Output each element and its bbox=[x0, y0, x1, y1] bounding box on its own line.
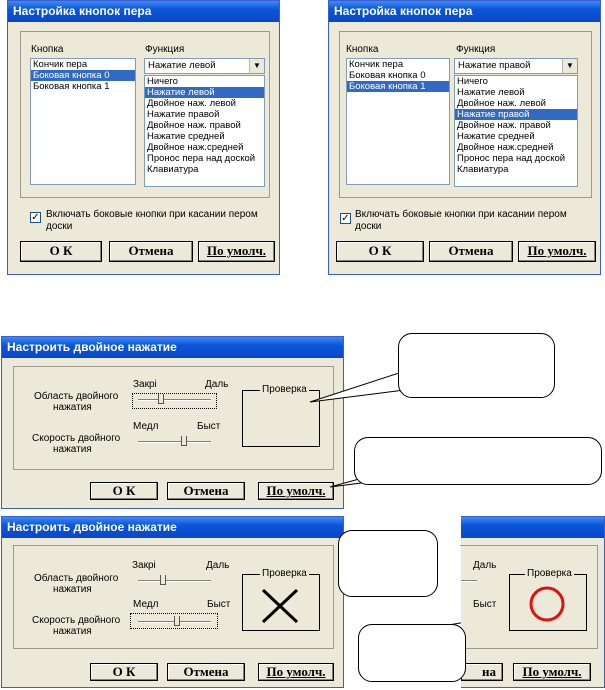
slider-thumb[interactable] bbox=[160, 575, 166, 585]
option-item[interactable]: Нажатие правой bbox=[147, 109, 220, 120]
slider1-max-label: Даль bbox=[205, 379, 229, 390]
test-success-circle-icon bbox=[527, 584, 567, 624]
list-item[interactable]: Боковая кнопка 1 bbox=[33, 81, 110, 92]
checkbox-label-line2: доски bbox=[355, 221, 382, 232]
slider2-label-b: нажатия bbox=[53, 626, 92, 637]
option-item[interactable]: Клавиатура bbox=[457, 164, 509, 175]
slider1-label-a: Область двойного bbox=[34, 391, 119, 402]
double-click-area-slider[interactable] bbox=[461, 580, 477, 582]
option-item[interactable]: Пронос пера над доской bbox=[147, 153, 256, 164]
callout-blank-2 bbox=[354, 437, 602, 485]
default-button[interactable]: По умолч. bbox=[513, 663, 591, 681]
slider1-label-b: нажатия bbox=[53, 402, 92, 413]
checkbox-label-line1: Включать боковые кнопки при касании пером bbox=[46, 209, 258, 220]
option-item[interactable]: Двойное наж. левой bbox=[457, 98, 546, 109]
ok-button[interactable]: О К bbox=[336, 241, 424, 262]
column-button-header: Кнопка bbox=[31, 44, 64, 55]
slider2-label-a: Скорость двойного bbox=[32, 433, 121, 444]
dialog-title: Настроить двойное нажатие bbox=[2, 517, 343, 538]
slider2-label-b: нажатия bbox=[53, 444, 92, 455]
test-area-label: Проверка bbox=[262, 384, 307, 395]
option-item[interactable]: Нажатие левой bbox=[145, 87, 264, 98]
slider-thumb[interactable] bbox=[174, 616, 180, 626]
checkbox-label-line2: доски bbox=[46, 221, 73, 232]
slider2-max-label: Быст bbox=[473, 599, 497, 610]
cancel-button[interactable]: Отмена bbox=[167, 663, 245, 681]
list-item[interactable]: Боковая кнопка 0 bbox=[349, 70, 426, 81]
slider1-label-a: Область двойного bbox=[34, 573, 119, 584]
option-item[interactable]: Двойное наж. левой bbox=[147, 98, 236, 109]
double-click-dialog-3-cropped bbox=[461, 516, 605, 688]
callout-blank-1 bbox=[398, 333, 555, 398]
checkbox-label-line1: Включать боковые кнопки при касании пером bbox=[355, 209, 567, 220]
side-buttons-checkbox[interactable]: ✓ bbox=[31, 212, 40, 223]
slider2-label-a: Скорость двойного bbox=[32, 615, 121, 626]
option-item[interactable]: Двойное наж.средней bbox=[457, 142, 554, 153]
double-click-area-slider[interactable] bbox=[138, 580, 211, 582]
side-buttons-checkbox[interactable]: ✓ bbox=[341, 213, 350, 224]
option-item[interactable]: Ничего bbox=[457, 76, 488, 87]
column-function-header: Функция bbox=[456, 44, 496, 55]
option-item[interactable]: Нажатие средней bbox=[147, 131, 225, 142]
slider1-min-label: Закрі bbox=[132, 560, 156, 571]
dialog-title: Настройка кнопок пера bbox=[8, 1, 279, 22]
slider2-max-label: Быст bbox=[207, 599, 231, 610]
test-area-label: Проверка bbox=[527, 568, 572, 579]
default-button[interactable]: По умолч. bbox=[258, 482, 334, 500]
list-item[interactable]: Боковая кнопка 1 bbox=[347, 81, 449, 92]
callout-blank-4 bbox=[358, 624, 466, 682]
default-button[interactable]: По умолч. bbox=[518, 241, 596, 262]
option-item[interactable]: Клавиатура bbox=[147, 164, 199, 175]
cancel-button[interactable]: на bbox=[461, 663, 503, 681]
cancel-button[interactable]: Отмена bbox=[429, 241, 513, 262]
list-item[interactable]: Боковая кнопка 0 bbox=[31, 70, 135, 81]
option-item[interactable]: Нажатие средней bbox=[457, 131, 535, 142]
ok-button[interactable]: О К bbox=[90, 663, 158, 681]
double-click-dialog-2 bbox=[1, 516, 344, 688]
ok-button[interactable]: О К bbox=[90, 482, 158, 500]
option-item[interactable]: Пронос пера над доской bbox=[457, 153, 566, 164]
combo-value: Нажатие левой bbox=[148, 60, 216, 71]
test-area-label: Проверка bbox=[262, 568, 307, 579]
column-button-header: Кнопка bbox=[346, 44, 379, 55]
cancel-button[interactable]: Отмена bbox=[109, 241, 193, 262]
option-item[interactable]: Нажатие правой bbox=[455, 109, 577, 120]
test-fail-x-icon bbox=[261, 588, 299, 624]
callout-blank-3 bbox=[338, 530, 438, 597]
option-item[interactable]: Ничего bbox=[147, 76, 178, 87]
option-item[interactable]: Двойное наж. правой bbox=[457, 120, 551, 131]
slider1-min-label: Закрі bbox=[133, 379, 157, 390]
slider2-max-label: Быст bbox=[197, 421, 221, 432]
option-item[interactable]: Двойное наж. правой bbox=[147, 120, 241, 131]
combo-value: Нажатие правой bbox=[458, 60, 531, 71]
slider2-min-label: Медл bbox=[133, 599, 159, 610]
cancel-button[interactable]: Отмена bbox=[167, 482, 245, 500]
chevron-down-icon[interactable]: ▼ bbox=[249, 59, 264, 73]
slider1-max-label: Даль bbox=[206, 560, 230, 571]
default-button[interactable]: По умолч. bbox=[198, 241, 275, 262]
dialog-title: Настройка кнопок пера bbox=[329, 1, 600, 22]
column-function-header: Функция bbox=[145, 44, 185, 55]
list-item[interactable]: Кончик пера bbox=[33, 59, 88, 70]
slider1-label-b: нажатия bbox=[53, 584, 92, 595]
default-button[interactable]: По умолч. bbox=[258, 663, 334, 681]
dialog-titlebar bbox=[461, 517, 604, 538]
dialog-title: Настроить двойное нажатие bbox=[2, 337, 343, 358]
ok-button[interactable]: О К bbox=[20, 241, 102, 262]
chevron-down-icon[interactable]: ▼ bbox=[562, 59, 577, 73]
list-item[interactable]: Кончик пера bbox=[349, 59, 404, 70]
slider1-max-label: Даль bbox=[473, 560, 497, 571]
slider2-min-label: Медл bbox=[133, 421, 159, 432]
option-item[interactable]: Нажатие левой bbox=[457, 87, 525, 98]
option-item[interactable]: Двойное наж.средней bbox=[147, 142, 244, 153]
